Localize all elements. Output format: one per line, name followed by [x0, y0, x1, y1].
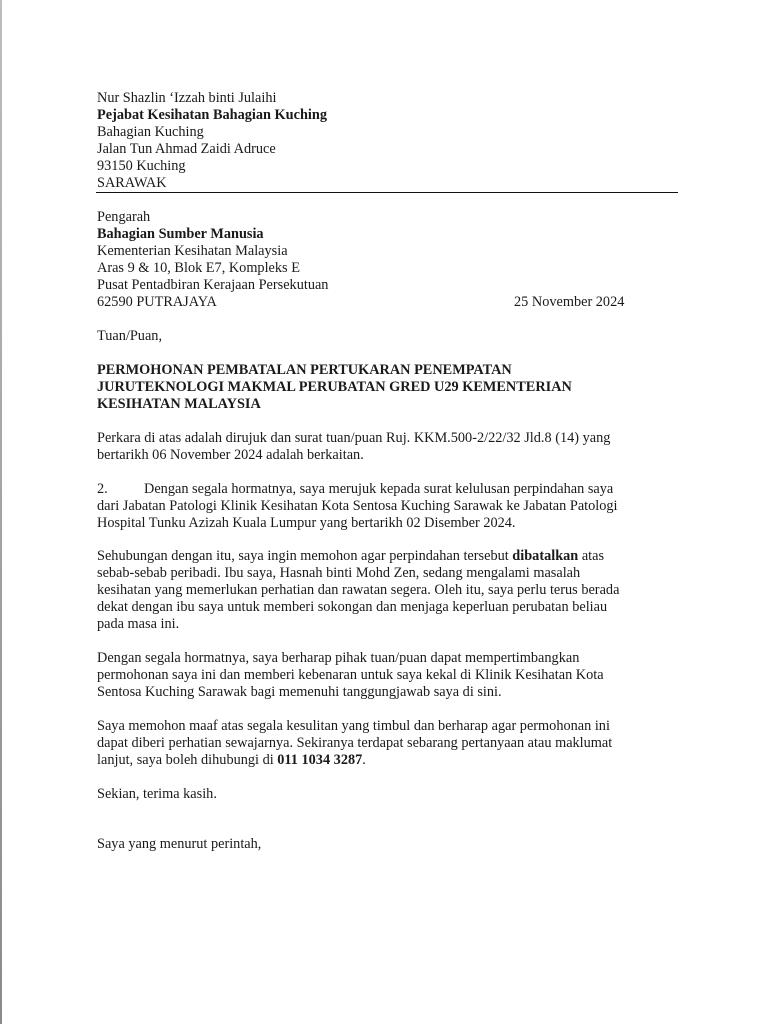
para5-text: lanjut, saya boleh dihubungi di: [97, 752, 278, 768]
sender-address-line: Bahagian Kuching: [97, 124, 204, 140]
para3-line: [97, 548, 604, 565]
subject-line: KESIHATAN MALAYSIA: [97, 396, 261, 412]
recipient-title: Pengarah: [97, 209, 151, 225]
signoff: Saya yang menurut perintah,: [97, 836, 262, 852]
greeting: Tuan/Puan,: [97, 328, 163, 344]
para5-line: Saya memohon maaf atas segala kesulitan yang timbul dan berharap agar permohonan ini: [97, 718, 610, 734]
para5-line: [97, 752, 366, 769]
letter-date: 25 November 2024: [514, 294, 625, 310]
para3-line: pada masa ini.: [97, 616, 180, 632]
para3-text: atas: [578, 548, 605, 564]
closing: Sekian, terima kasih.: [97, 786, 217, 802]
cancel-emphasis: dibatalkan: [512, 548, 579, 564]
recipient-address-line: Kementerian Kesihatan Malaysia: [97, 243, 288, 259]
para5-line: dapat diberi perhatian sewajarnya. Sekiranya terdapat sebarang pertanyaan atau maklumat: [97, 735, 613, 751]
sender-address-line: 93150 Kuching: [97, 158, 186, 174]
sender-address-line: Jalan Tun Ahmad Zaidi Adruce: [97, 141, 276, 157]
para3-text: Sehubungan dengan itu, saya ingin memohon agar perpindahan tersebut: [97, 548, 513, 564]
sender-address-line: SARAWAK: [97, 175, 167, 191]
header-divider: [96, 192, 678, 193]
para2-line: dari Jabatan Patologi Klinik Kesihatan Kota Sentosa Kuching Sarawak ke Jabatan Patologi: [97, 498, 618, 514]
recipient-address-line: Pusat Pentadbiran Kerajaan Persekutuan: [97, 277, 329, 293]
recipient-address-line: 62590 PUTRAJAYA: [97, 294, 217, 310]
para1-line: bertarikh 06 November 2024 adalah berkaitan.: [97, 447, 364, 463]
para1-line: Perkara di atas adalah dirujuk dan surat tuan/puan Ruj. KKM.500-2/22/32 Jld.8 (14) yang: [97, 430, 611, 446]
sender-office: Pejabat Kesihatan Bahagian Kuching: [97, 107, 327, 123]
para5-text: .: [362, 752, 366, 768]
para3-line: kesihatan yang memerlukan perhatian dan rawatan segera. Oleh itu, saya perlu terus berada: [97, 582, 620, 598]
recipient-address-line: Aras 9 & 10, Blok E7, Kompleks E: [97, 260, 300, 276]
para3-line: dekat dengan ibu saya untuk memberi sokongan dan menjaga keperluan perubatan beliau: [97, 599, 608, 615]
subject-line: JURUTEKNOLOGI MAKMAL PERUBATAN GRED U29 KEMENTERIAN: [97, 379, 572, 395]
para4-line: permohonan saya ini dan memberi kebenaran untuk saya kekal di Klinik Kesihatan Kota: [97, 667, 604, 683]
phone-number: 011 1034 3287: [277, 752, 363, 768]
para4-line: Dengan segala hormatnya, saya berharap pihak tuan/puan dapat mempertimbangkan: [97, 650, 580, 666]
para4-line: Sentosa Kuching Sarawak bagi memenuhi tanggungjawab saya di sini.: [97, 684, 502, 700]
para2-line: Dengan segala hormatnya, saya merujuk kepada surat kelulusan perpindahan saya: [144, 481, 614, 497]
recipient-department: Bahagian Sumber Manusia: [97, 226, 264, 242]
subject-line: PERMOHONAN PEMBATALAN PERTUKARAN PENEMPATAN: [97, 362, 512, 378]
para3-line: sebab-sebab peribadi. Ibu saya, Hasnah binti Mohd Zen, sedang mengalami masalah: [97, 565, 581, 581]
para2-line: Hospital Tunku Azizah Kuala Lumpur yang bertarikh 02 Disember 2024.: [97, 515, 516, 531]
sender-name: Nur Shazlin ‘Izzah binti Julaihi: [97, 90, 277, 106]
scan-edge: [0, 0, 2, 1024]
para2-number: 2.: [97, 481, 108, 497]
